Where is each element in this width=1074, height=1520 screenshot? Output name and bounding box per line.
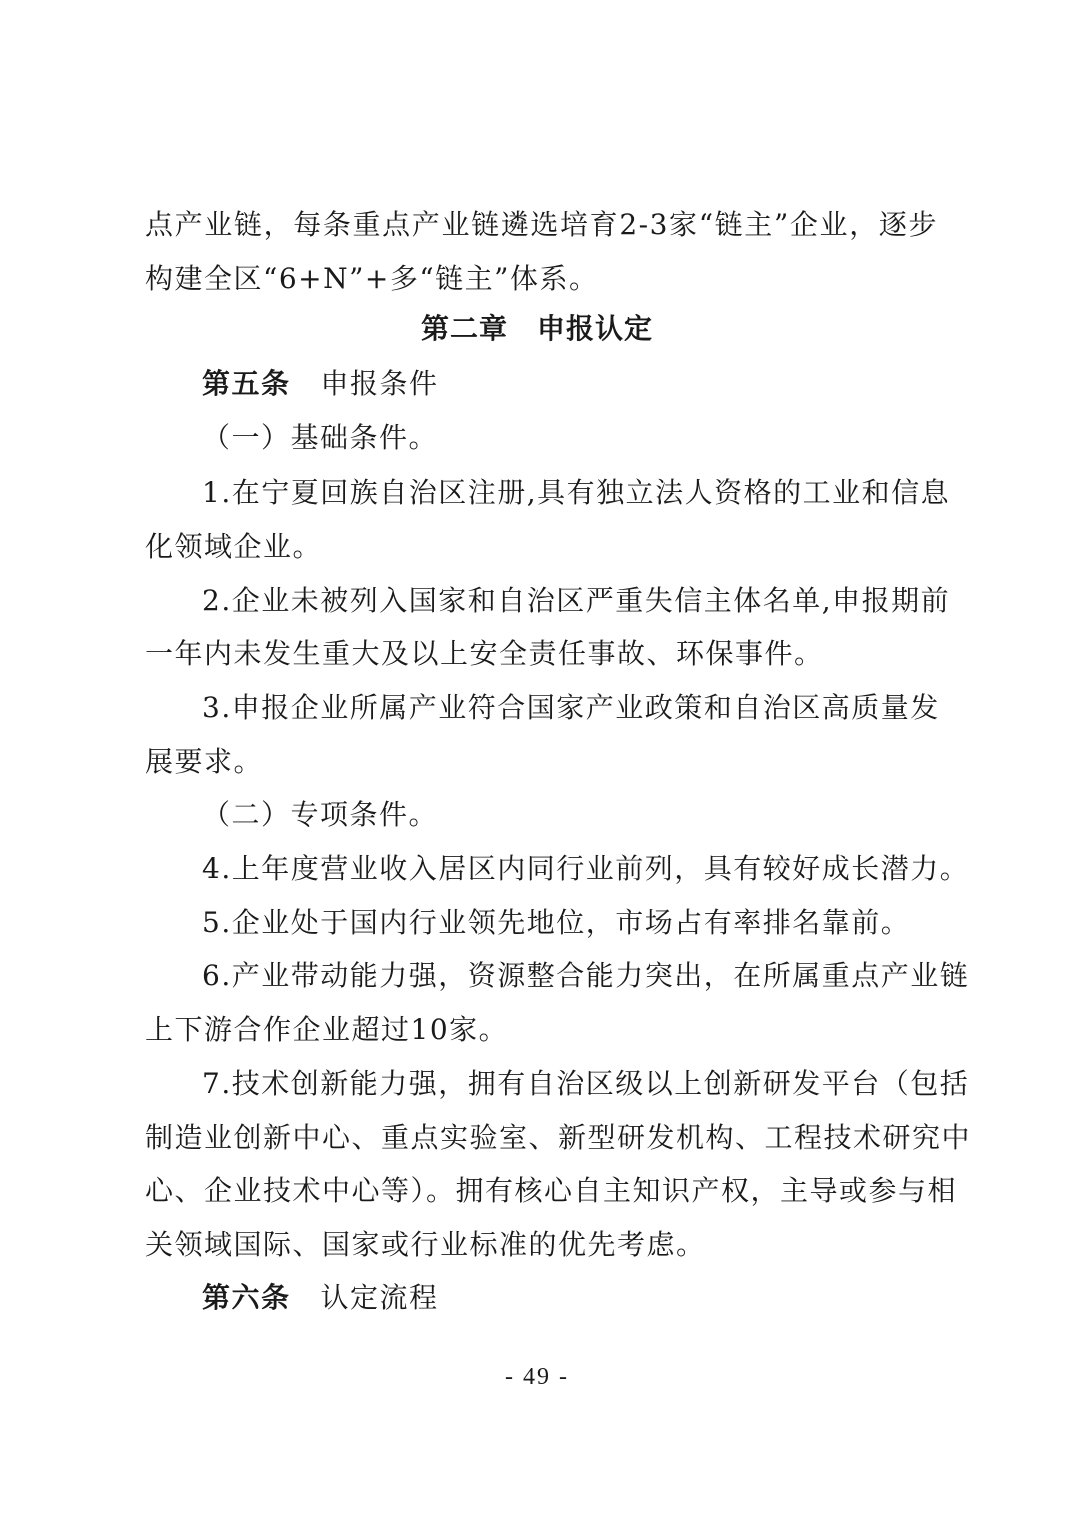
item-3-line-2: 展要求。: [145, 745, 264, 778]
item-2-line-2: 一年内未发生重大及以上安全责任事故、环保事件。: [145, 637, 824, 670]
intro-paragraph-line-1: 点产业链，每条重点产业链遴选培育2-3家“链主”企业，逐步: [145, 208, 938, 241]
article-6-label: 第六条: [202, 1281, 291, 1314]
section-2-heading: （二）专项条件。: [202, 798, 439, 831]
article-5-heading: [202, 364, 439, 404]
article-6-title: 认定流程: [320, 1281, 439, 1314]
article-5-label: 第五条: [202, 367, 291, 400]
item-7-line-2: 制造业创新中心、重点实验室、新型研发机构、工程技术研究中: [145, 1121, 972, 1154]
item-6-line-1: 6.产业带动能力强，资源整合能力突出，在所属重点产业链: [202, 959, 970, 992]
section-1-heading: （一）基础条件。: [202, 421, 439, 454]
item-2-line-1: 2.企业未被列入国家和自治区严重失信主体名单,申报期前: [202, 584, 951, 617]
item-7-line-4: 关领域国际、国家或行业标准的优先考虑。: [145, 1228, 706, 1261]
page-number: - 49 -: [505, 1364, 569, 1390]
item-1-line-2: 化领域企业。: [145, 530, 323, 563]
item-3-line-1: 3.申报企业所属产业符合国家产业政策和自治区高质量发: [202, 691, 940, 724]
item-7-line-1: 7.技术创新能力强，拥有自治区级以上创新研发平台（包括: [202, 1067, 970, 1100]
article-6-heading: [202, 1278, 439, 1318]
chapter-heading: 第二章 申报认定: [420, 312, 653, 345]
item-7-line-3: 心、企业技术中心等）。拥有核心自主知识产权，主导或参与相: [145, 1174, 958, 1207]
item-4: 4.上年度营业收入居区内同行业前列，具有较好成长潜力。: [202, 852, 970, 885]
item-6-line-2: 上下游合作企业超过10家。: [145, 1013, 509, 1046]
item-5: 5.企业处于国内行业领先地位，市场占有率排名靠前。: [202, 906, 911, 939]
item-1-line-1: 1.在宁夏回族自治区注册,具有独立法人资格的工业和信息: [202, 476, 951, 509]
intro-paragraph-line-2: 构建全区“6+N”+多“链主”体系。: [145, 262, 599, 295]
article-5-title: 申报条件: [320, 367, 439, 400]
